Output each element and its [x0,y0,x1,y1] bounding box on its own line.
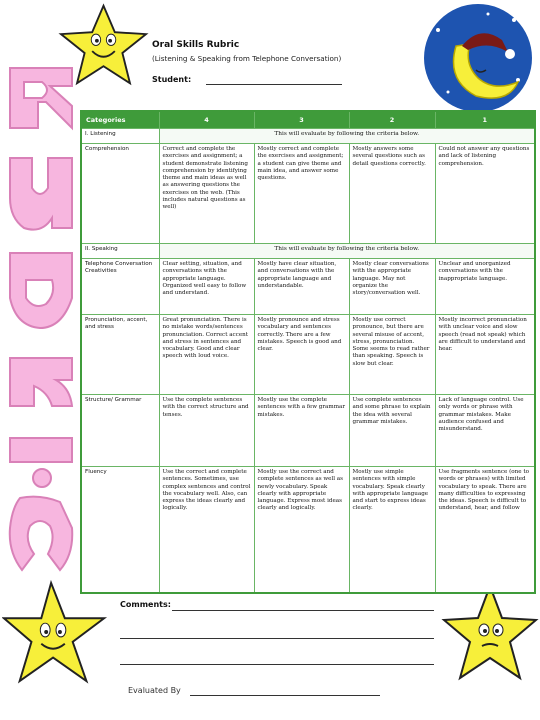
score-1-cell: Unclear and unorganized conversations with the inappropriate language. [435,259,535,315]
score-3-cell: Mostly use the correct and complete sentences as well as newly vocabulary. Speak clearly with appropriate language. Express most ideas clearly and logically. [254,467,349,594]
score-1-cell: Could not answer any questions and lack of listening comprehension. [435,144,535,244]
column-header: 1 [435,111,535,129]
table-row [81,144,535,244]
section-row-listening [81,129,535,144]
comments-line[interactable] [120,664,434,665]
table-row [81,467,535,594]
rubric-word-art [2,58,78,588]
score-2-cell: Mostly use correct pronounce, but there are several misuse of accent, stress, pronunciation. Some seems to read rather than speaking. Speech is slow but clear. [349,315,435,395]
score-4-cell: Clear setting, situation, and conversations with the appropriate language. Organized well easy to follow and understand. [159,259,254,315]
smiling-star-icon [56,2,151,87]
score-3-cell: Mostly use the complete sentences with a few grammar mistakes. [254,395,349,467]
score-2-cell: Use complete sentences and some phrase to explain the idea with several grammar mistakes. [349,395,435,467]
evaluated-by-label: Evaluated By [128,686,181,695]
category-label: Comprehension [81,144,159,244]
comments-label: Comments: [120,600,171,609]
score-1-cell: Use fragments sentence (one to words or phrases) with limited vocabulary to speak. There are many difficulties to expressing the ideas. Speech is difficult to understand, hear, and follow [435,467,535,594]
page-title: Oral Skills Rubric [152,40,240,50]
section-label: I. Listening [81,129,159,144]
column-header: 4 [159,111,254,129]
sleeping-moon-icon [418,0,538,115]
score-4-cell: Great pronunciation. There is no mistake words/sentences pronunciation. Correct accent and stress in sentences and vocabulary. Good and clear speech with loud voice. [159,315,254,395]
section-label: II. Speaking [81,244,159,259]
category-label: Telephone Conversation Creativities [81,259,159,315]
happy-star-icon [2,578,110,688]
section-note: This will evaluate by following the criteria below. [159,129,535,144]
category-label: Pronunciation, accent, and stress [81,315,159,395]
score-4-cell: Correct and complete the exercises and assignment; a student demonstrate listening comprehension by identifying theme and main ideas as well as answering questions the exercises on the web. (This includes natural questions as well) [159,144,254,244]
score-1-cell: Mostly incorrect pronunciation with unclear voice and slow speech (read not speak) which are difficult to understand and hear. [435,315,535,395]
thinking-star-icon [440,582,540,682]
comments-line[interactable] [120,638,434,639]
score-3-cell: Mostly correct and complete the exercises and assignment; a student can give theme and main idea, and answer some questions. [254,144,349,244]
table-row [81,395,535,467]
page-subtitle: (Listening & Speaking from Telephone Conversation) [152,54,342,63]
student-label: Student: [152,75,192,84]
column-header: 3 [254,111,349,129]
category-label: Structure/ Grammar [81,395,159,467]
column-header: 2 [349,111,435,129]
student-name-line[interactable] [206,84,342,85]
section-row-speaking [81,244,535,259]
table-row [81,259,535,315]
table-row [81,315,535,395]
score-2-cell: Mostly use simple sentences with simple vocabulary. Speak clearly with appropriate language and start to express ideas clearly. [349,467,435,594]
column-header: Categories [81,111,159,129]
score-2-cell: Mostly answers some several questions such as detail questions correctly. [349,144,435,244]
comments-line[interactable] [172,610,434,611]
section-note: This will evaluate by following the criteria below. [159,244,535,259]
score-4-cell: Use the complete sentences with the correct structure and tenses. [159,395,254,467]
category-label: Fluency [81,467,159,594]
score-3-cell: Mostly pronounce and stress vocabulary and sentences correctly. There are a few mistakes. Speech is good and clear. [254,315,349,395]
score-2-cell: Mostly clear conversations with the appropriate language. May not organize the story/conversation well. [349,259,435,315]
score-4-cell: Use the correct and complete sentences. Sometimes, use complex sentences and control the vocabulary well. Also, can express the ideas clearly and logically. [159,467,254,594]
evaluator-line[interactable] [190,695,380,696]
rubric-table [80,110,536,594]
score-3-cell: Mostly have clear situation, and conversations with the appropriate language and understandable. [254,259,349,315]
score-1-cell: Lack of language control. Use only words or phrase with grammar mistakes. Make audience confused and misunderstand. [435,395,535,467]
table-header-row [81,111,535,129]
